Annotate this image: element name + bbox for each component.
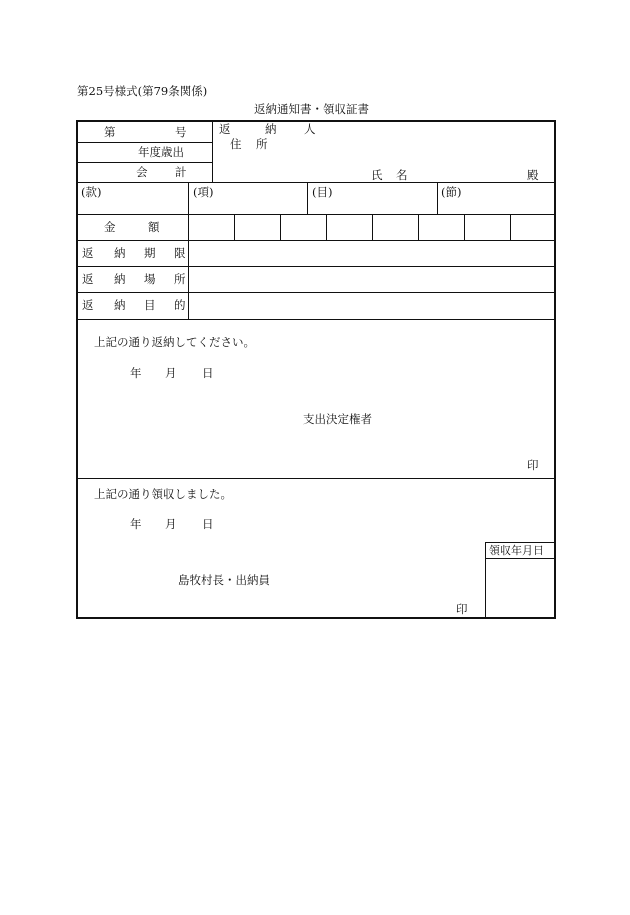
receipt-seal: 印 (456, 602, 468, 616)
setsu-label: (節) (441, 185, 462, 199)
receiver-label: 島牧村長・出納員 (178, 573, 270, 587)
honorific: 殿 (527, 168, 539, 182)
notice-text: 上記の通り返納してください。 (94, 335, 255, 349)
form-title: 返納通知書・領収証書 (254, 102, 369, 116)
kan-label: (款) (81, 185, 102, 199)
fiscal-year-label: 年度歳出 (138, 145, 184, 159)
kou-label: (項) (193, 185, 214, 199)
form-number: 第25号様式(第79条関係) (77, 84, 208, 98)
receipt-text: 上記の通り領収しました。 (94, 487, 232, 501)
authority-label: 支出決定権者 (303, 412, 372, 426)
receipt-date-label: 領収年月日 (489, 544, 544, 557)
moku-label: (目) (312, 185, 333, 199)
notice-seal: 印 (527, 458, 539, 472)
